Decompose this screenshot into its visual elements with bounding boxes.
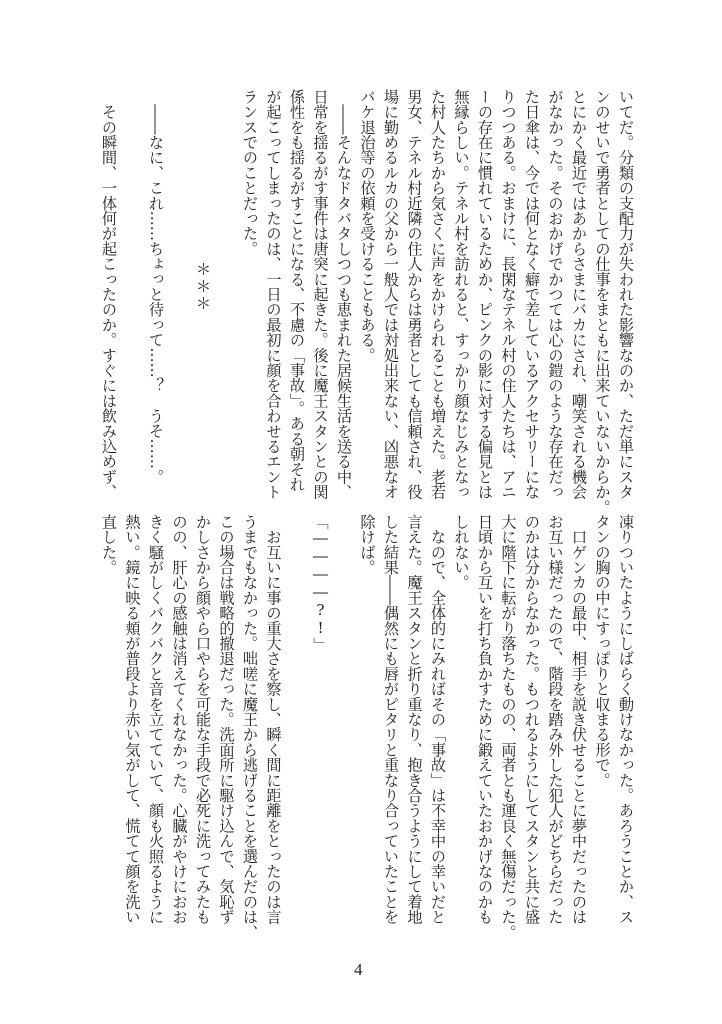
text-column: 係性をも揺るがすことになる、不慮の「事故」。ある朝それ bbox=[288, 89, 306, 492]
blank-line bbox=[120, 89, 144, 509]
text-column: 「――――?!」 bbox=[311, 514, 330, 653]
text-column: その瞬間、一体何が起こったのか。すぐには飲み込めず、 bbox=[100, 89, 118, 500]
lower-text-block bbox=[96, 514, 637, 940]
text-column: た村人たちから気さくに声をかけられることも増えた。老若 bbox=[429, 89, 447, 500]
text-column: お互い様だったので、階段を踏み外した犯人がどちらだった bbox=[546, 514, 565, 925]
text-column: た日傘は、今では何となく癖で差しているアクセサリーにな bbox=[523, 89, 541, 500]
text-column: しれない。 bbox=[452, 514, 471, 590]
text-column: がなかった。そのおかげでかつては心の鎧のような存在だっ bbox=[546, 89, 565, 500]
blank-line bbox=[332, 514, 356, 934]
text-column: ーの存在に慣れているためか、ピンクの影に対する偏見とは bbox=[476, 89, 494, 500]
text-column: とにかく最近ではあからさまにバカにされ、嘲笑される機会 bbox=[570, 89, 588, 500]
page-number: 4 bbox=[354, 960, 363, 979]
text-column: 無縁らしい。テネル村を訪れると、すっかり顔なじみとなっ bbox=[452, 89, 471, 500]
text-column: 男女、テネル村近隣の住人からは勇者としても信頼され、役 bbox=[405, 89, 424, 500]
text-column: 凍りついたようにしばらく動けなかった。あろうことか、ス bbox=[617, 514, 635, 925]
text-column: ――そんなドタバタしつつも恵まれた居候生活を送る中、 bbox=[335, 89, 353, 500]
text-column: 熱い。鏡に映る頬が普段より赤い気がして、慌てて顔を洗い bbox=[123, 514, 142, 925]
text-column: 直した。 bbox=[100, 514, 118, 575]
blank-line bbox=[214, 89, 238, 509]
text-column: ランスでのことだった。 bbox=[241, 89, 259, 257]
text-column: 大に階下に転がり落ちたものの、両者とも運良く無傷だった。 bbox=[499, 514, 518, 940]
text-column: 口ゲンカの最中、相手を説き伏せることに夢中だったのは bbox=[570, 514, 588, 925]
text-column: うまでもなかった。咄嗟に魔王から逃げることを選んだのは、 bbox=[241, 514, 259, 940]
text-column: 除けば。 bbox=[358, 514, 377, 575]
section-break: ＊＊＊ bbox=[194, 261, 212, 313]
text-column: かしさから顔やら口やらを可能な手段で必死に洗ってみたも bbox=[194, 514, 212, 925]
blank-line bbox=[285, 514, 309, 934]
text-column: なので、全体的にみればその「事故」は不幸中の幸いだと bbox=[429, 514, 447, 925]
text-column: した結果――偶然にも唇がピタリと重なり合っていたことを bbox=[382, 514, 400, 925]
text-column: りつつある。おまけに、長閑なテネル村の住人たちは、アニ bbox=[499, 89, 518, 500]
text-column: 言えた。魔王スタンと折り重なり、抱き合うようにして着地 bbox=[405, 514, 424, 925]
upper-text-block bbox=[96, 89, 637, 515]
text-column: のの、肝心の感触は消えてくれなかった。心臓がやけにおお bbox=[170, 514, 189, 925]
text-column: が起こってしまったのは、一日の最初に顔を合わせるエント bbox=[264, 89, 283, 500]
text-column: 日頃から互いを打ち負かすために鍛えていたおかげなのかも bbox=[476, 514, 494, 925]
text-column: 日常を揺るがす事件は唐突に起きた。後に魔王スタンとの関 bbox=[311, 89, 330, 500]
text-column: バケ退治等の依頼を受けることもある。 bbox=[358, 89, 377, 363]
text-column: ンのせいで勇者としての仕事をまともに出来ていないからか。 bbox=[593, 89, 612, 515]
text-column: いてだ。分類の支配力が失われた影響なのか、ただ単にスタ bbox=[617, 89, 635, 500]
blank-line bbox=[167, 89, 191, 509]
text-column: ――なに、これ……ちょっと待って……？ うそ……。 bbox=[147, 89, 165, 485]
text-column: お互いに事の重大さを察し、瞬く間に距離をとったのは言 bbox=[264, 514, 283, 925]
text-column: のかは分からなかった。もつれるようにしてスタンと共に盛 bbox=[523, 514, 541, 925]
text-column: 場に勤めるルカの父から一般人では対処出来ない、凶悪なオ bbox=[382, 89, 400, 500]
text-column: きく騒がしくバクバクと音を立てていて、顔も火照るように bbox=[147, 514, 165, 925]
text-column: タンの胸の中にすっぽりと収まる形で。 bbox=[593, 514, 612, 788]
text-column: この場合は戦略的撤退だった。洗面所に駆け込んで、気恥ず bbox=[217, 514, 236, 925]
